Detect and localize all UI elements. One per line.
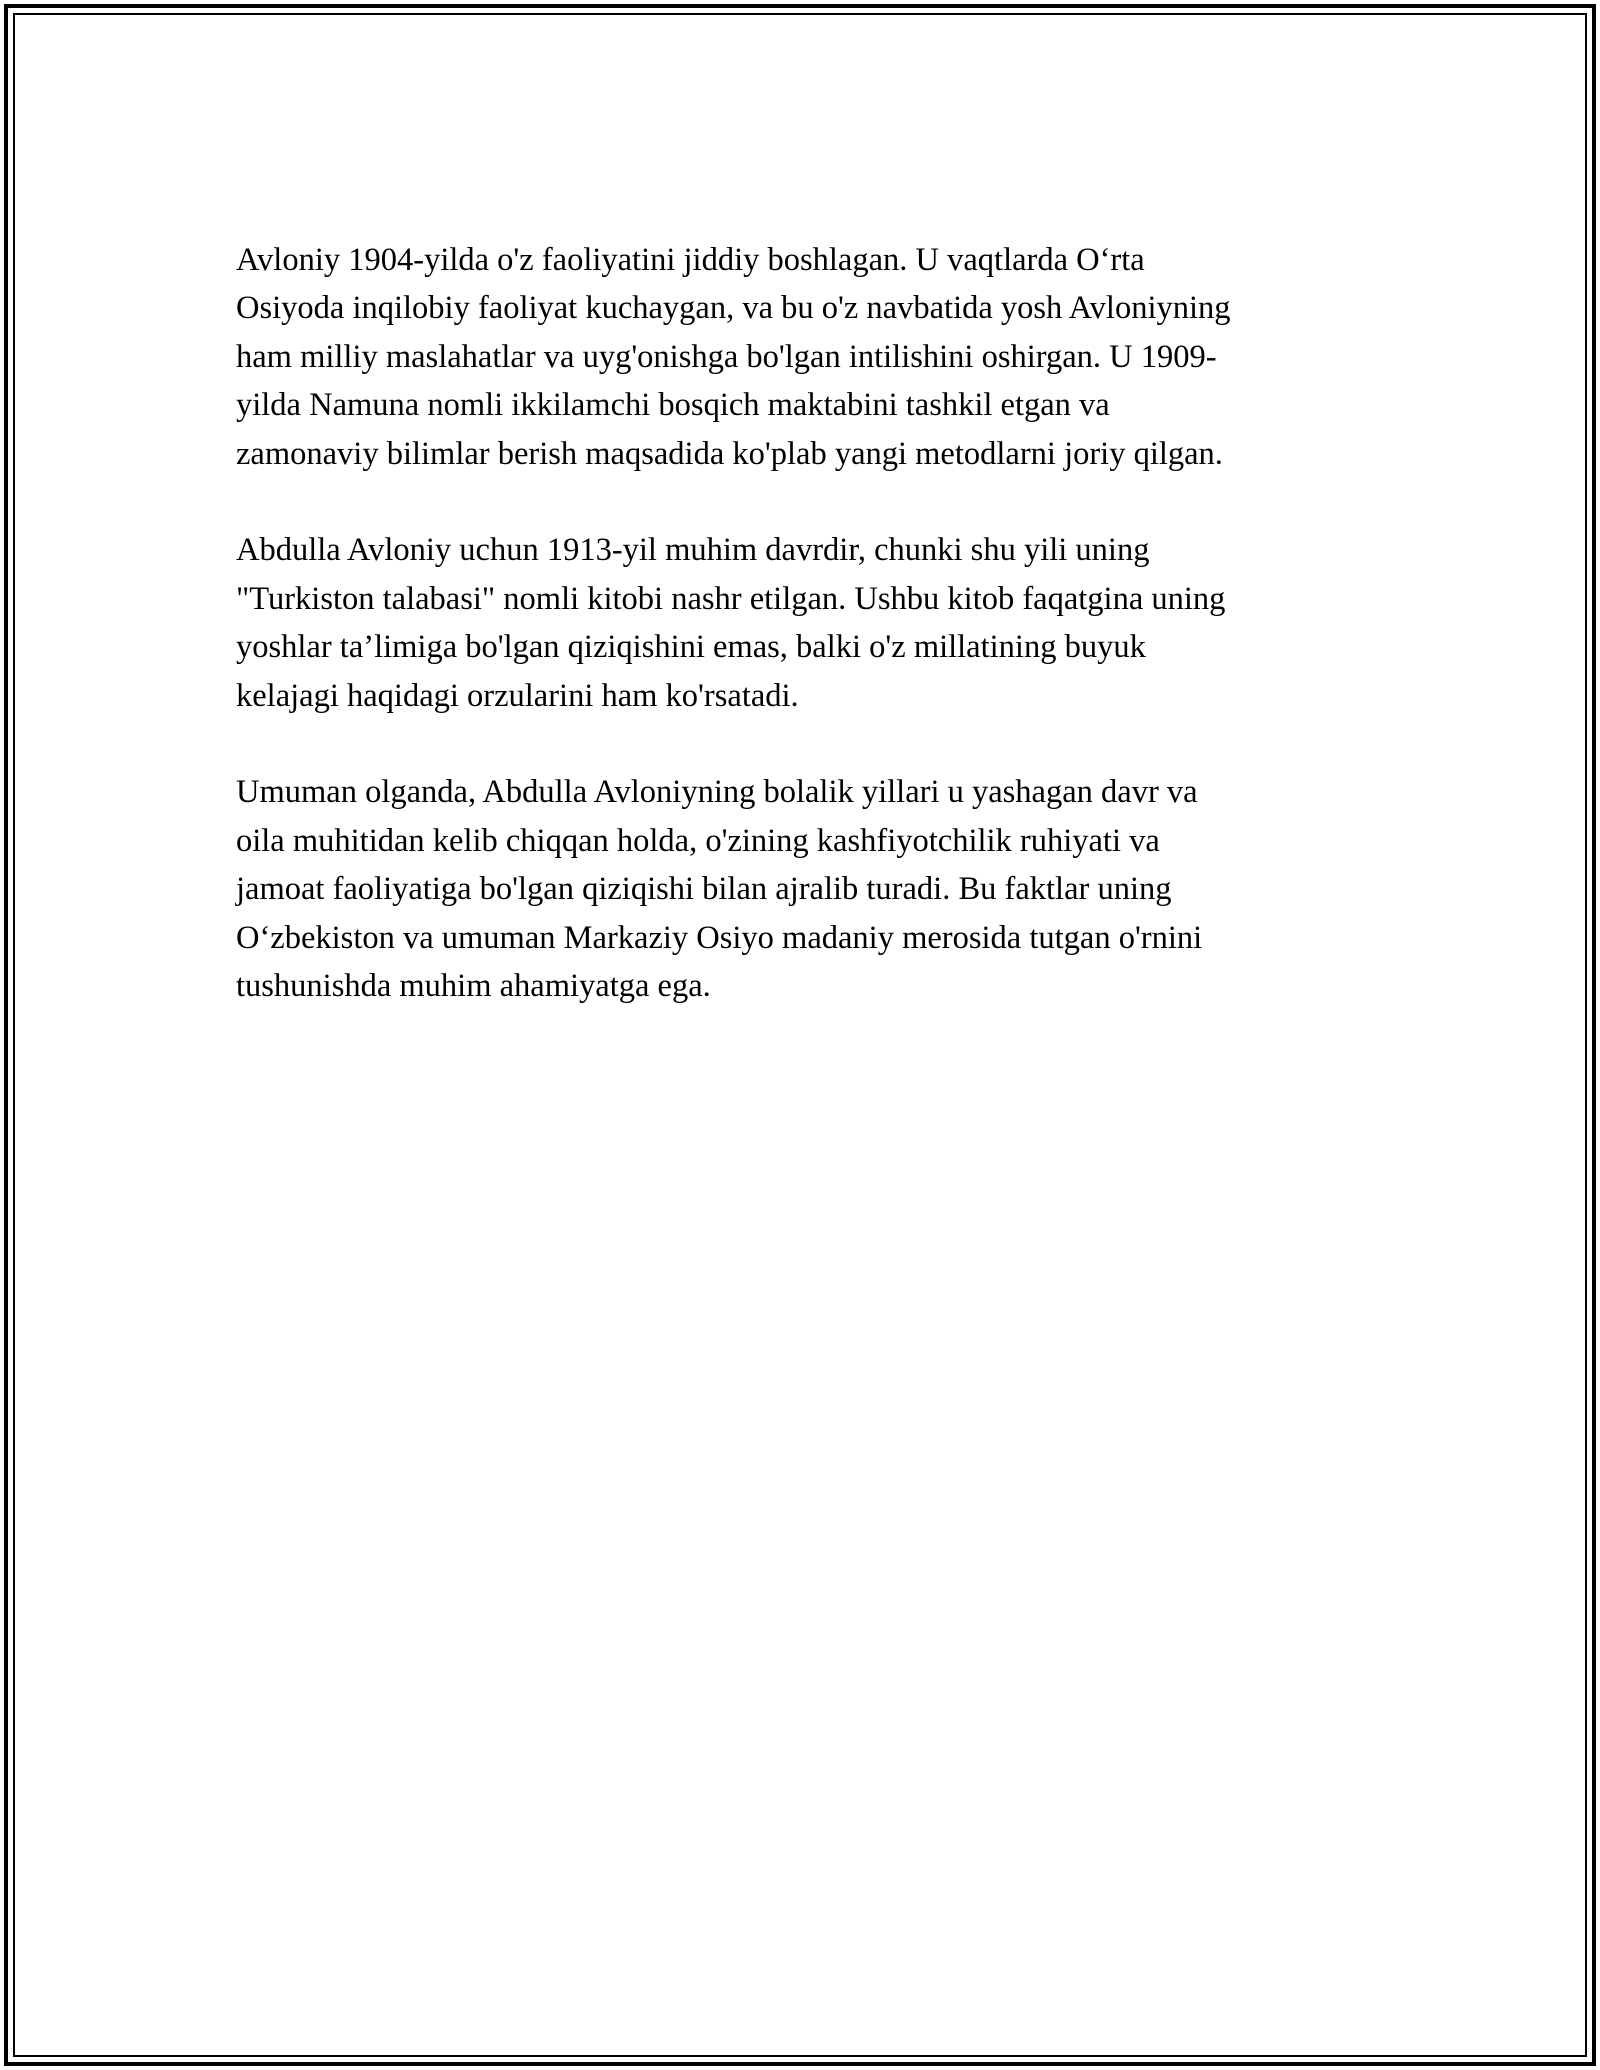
paragraph-1	[236, 236, 1386, 478]
text-line: zamonaviy bilimlar berish maqsadida ko'plab yangi metodlarni joriy qilgan.	[236, 435, 1223, 472]
text-line: O‘zbekiston va umuman Markaziy Osiyo madaniy merosida tutgan o'rnini	[236, 919, 1203, 956]
text-line: Umuman olganda, Abdulla Avloniyning bolalik yillari u yashagan davr va	[236, 774, 1198, 811]
text-line: yilda Namuna nomli ikkilamchi bosqich maktabini tashkil etgan va	[236, 387, 1110, 424]
text-line: ham milliy maslahatlar va uyg'onishga bo'lgan intilishini oshirgan. U 1909-	[236, 338, 1217, 375]
text-line: Abdulla Avloniy uchun 1913-yil muhim davrdir, chunki shu yili uning	[236, 532, 1150, 569]
document-body	[236, 236, 1386, 1059]
paragraph-3	[236, 768, 1386, 1010]
text-line: jamoat faoliyatiga bo'lgan qiziqishi bilan ajralib turadi. Bu faktlar uning	[236, 871, 1172, 908]
text-line: Avloniy 1904-yilda o'z faoliyatini jiddiy boshlagan. U vaqtlarda O‘rta	[236, 242, 1145, 278]
text-line: oila muhitidan kelib chiqqan holda, o'zining kashfiyotchilik ruhiyati va	[236, 822, 1160, 859]
text-line: tushunishda muhim ahamiyatga ega.	[236, 968, 711, 1005]
text-line: "Turkiston talabasi" nomli kitobi nashr etilgan. Ushbu kitob faqatgina uning	[236, 580, 1226, 617]
text-line: Osiyoda inqilobiy faoliyat kuchaygan, va bu o'z navbatida yosh Avloniyning	[236, 290, 1231, 327]
paragraph-2	[236, 526, 1386, 720]
text-line: kelajagi haqidagi orzularini ham ko'rsatadi.	[236, 677, 799, 714]
text-line: yoshlar ta’limiga bo'lgan qiziqishini emas, balki o'z millatining buyuk	[236, 629, 1146, 666]
